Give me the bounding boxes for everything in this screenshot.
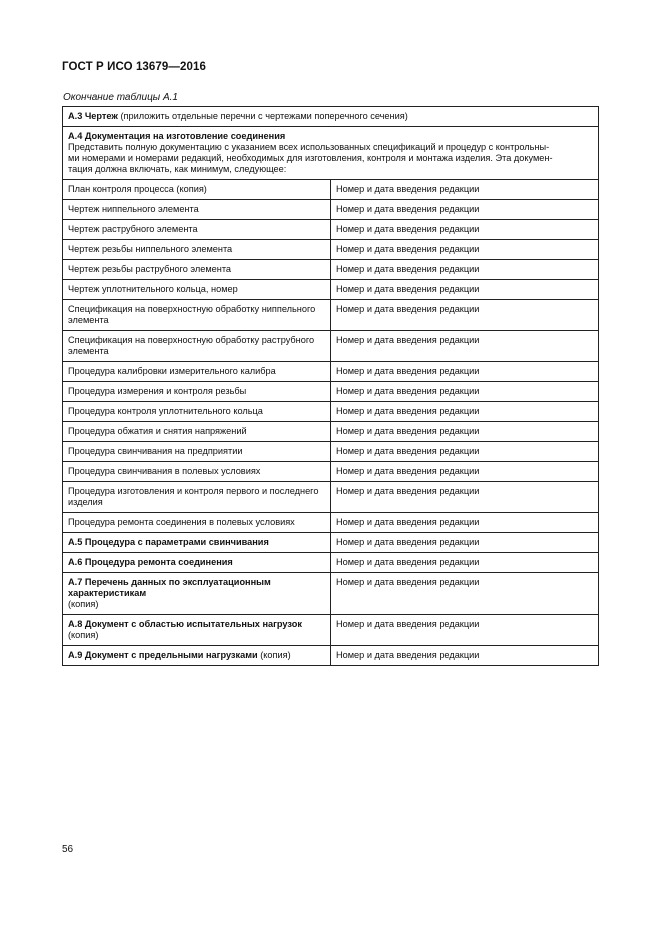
section-a4-text-line: Представить полную документацию с указанием всех использованных спецификаций и процедур с контрольны- xyxy=(68,142,550,152)
revision-cell: Номер и дата введения редакции xyxy=(331,362,599,382)
revision-cell: Номер и дата введения редакции xyxy=(331,442,599,462)
revision-cell: Номер и дата введения редакции xyxy=(331,482,599,513)
table-row xyxy=(63,300,599,331)
document-name-cell: Процедура контроля уплотнительного кольца xyxy=(63,402,331,422)
section-a4-text-line: тация должна включать, как минимум, следующее: xyxy=(68,164,287,174)
section-a4-title: А.4 Документация на изготовление соединения xyxy=(68,131,286,141)
section-a6-row xyxy=(63,553,599,573)
section-a6-title-cell xyxy=(63,553,331,573)
document-name-cell: Процедура свинчивания в полевых условиях xyxy=(63,462,331,482)
section-a4-cell xyxy=(63,127,599,180)
table-row xyxy=(63,220,599,240)
revision-cell: Номер и дата введения редакции xyxy=(331,462,599,482)
document-name-cell: План контроля процесса (копия) xyxy=(63,180,331,200)
revision-cell: Номер и дата введения редакции xyxy=(331,300,599,331)
table-row xyxy=(63,280,599,300)
table-row xyxy=(63,260,599,280)
section-a3-note: (приложить отдельные перечни с чертежами поперечного сечения) xyxy=(117,111,408,121)
document-name-cell: Спецификация на поверхностную обработку раструбного элемента xyxy=(63,331,331,362)
table-row xyxy=(63,482,599,513)
document-name-cell: Процедура калибровки измерительного калибра xyxy=(63,362,331,382)
table-row xyxy=(63,382,599,402)
revision-cell: Номер и дата введения редакции xyxy=(331,331,599,362)
table-caption: Окончание таблицы А.1 xyxy=(63,92,178,103)
revision-cell: Номер и дата введения редакции xyxy=(331,402,599,422)
section-a8-value-cell: Номер и дата введения редакции xyxy=(331,615,599,646)
revision-cell: Номер и дата введения редакции xyxy=(331,513,599,533)
section-a9-value-cell: Номер и дата введения редакции xyxy=(331,646,599,666)
revision-cell: Номер и дата введения редакции xyxy=(331,280,599,300)
section-a7-title-cell xyxy=(63,573,331,615)
section-a5-row xyxy=(63,533,599,553)
table-row xyxy=(63,331,599,362)
document-name-cell: Процедура изготовления и контроля первого и последнего изделия xyxy=(63,482,331,513)
revision-cell: Номер и дата введения редакции xyxy=(331,220,599,240)
section-a5-title-cell xyxy=(63,533,331,553)
table-row xyxy=(63,402,599,422)
table-row xyxy=(63,513,599,533)
document-name-cell: Чертеж ниппельного элемента xyxy=(63,200,331,220)
document-name-cell: Чертеж резьбы ниппельного элемента xyxy=(63,240,331,260)
table-row xyxy=(63,180,599,200)
section-a3-cell xyxy=(63,107,599,127)
section-a5-value-cell: Номер и дата введения редакции xyxy=(331,533,599,553)
table-row xyxy=(63,462,599,482)
document-name-cell: Процедура свинчивания на предприятии xyxy=(63,442,331,462)
section-a3-row xyxy=(63,107,599,127)
section-a8-title: А.8 Документ с областью испытательных нагрузок xyxy=(68,619,302,629)
section-a3-title: А.3 Чертеж xyxy=(68,111,118,121)
document-name-cell: Спецификация на поверхностную обработку ниппельного элемента xyxy=(63,300,331,331)
section-a7-value-cell: Номер и дата введения редакции xyxy=(331,573,599,615)
document-name-cell: Процедура ремонта соединения в полевых условиях xyxy=(63,513,331,533)
document-name-cell: Процедура обжатия и снятия напряжений xyxy=(63,422,331,442)
revision-cell: Номер и дата введения редакции xyxy=(331,180,599,200)
document-name-cell: Чертеж раструбного элемента xyxy=(63,220,331,240)
table-row xyxy=(63,422,599,442)
section-a6-value-cell: Номер и дата введения редакции xyxy=(331,553,599,573)
section-a8-title-cell xyxy=(63,615,331,646)
section-a4-row xyxy=(63,127,599,180)
document-header: ГОСТ Р ИСО 13679—2016 xyxy=(62,61,207,73)
document-name-cell: Чертеж резьбы раструбного элемента xyxy=(63,260,331,280)
section-a7-row xyxy=(63,573,599,615)
section-a9-note: (копия) xyxy=(257,650,291,660)
revision-cell: Номер и дата введения редакции xyxy=(331,260,599,280)
section-a8-row xyxy=(63,615,599,646)
table-row xyxy=(63,442,599,462)
page-number: 56 xyxy=(62,844,74,855)
revision-cell: Номер и дата введения редакции xyxy=(331,200,599,220)
section-a9-title-cell xyxy=(63,646,331,666)
document-name-cell: Чертеж уплотнительного кольца, номер xyxy=(63,280,331,300)
section-a5-title: А.5 Процедура с параметрами свинчивания xyxy=(68,537,269,547)
section-a9-row xyxy=(63,646,599,666)
document-name-cell: Процедура измерения и контроля резьбы xyxy=(63,382,331,402)
revision-cell: Номер и дата введения редакции xyxy=(331,240,599,260)
document-rows xyxy=(63,180,599,533)
section-a6-title: А.6 Процедура ремонта соединения xyxy=(68,557,233,567)
documentation-table xyxy=(62,106,599,666)
revision-cell: Номер и дата введения редакции xyxy=(331,422,599,442)
section-a7-title: А.7 Перечень данных по эксплуатационным характеристикам xyxy=(68,577,271,598)
table-row xyxy=(63,362,599,382)
section-a4-text-line: ми номерами и номерами редакций, необходимых для изготовления, контроля и монтажа изделия. Эта докумен- xyxy=(68,153,553,163)
section-a8-note: (копия) xyxy=(68,630,99,640)
table-row xyxy=(63,240,599,260)
revision-cell: Номер и дата введения редакции xyxy=(331,382,599,402)
table-row xyxy=(63,200,599,220)
section-a9-title: А.9 Документ с предельными нагрузками xyxy=(68,650,258,660)
section-a7-note: (копия) xyxy=(68,599,99,609)
